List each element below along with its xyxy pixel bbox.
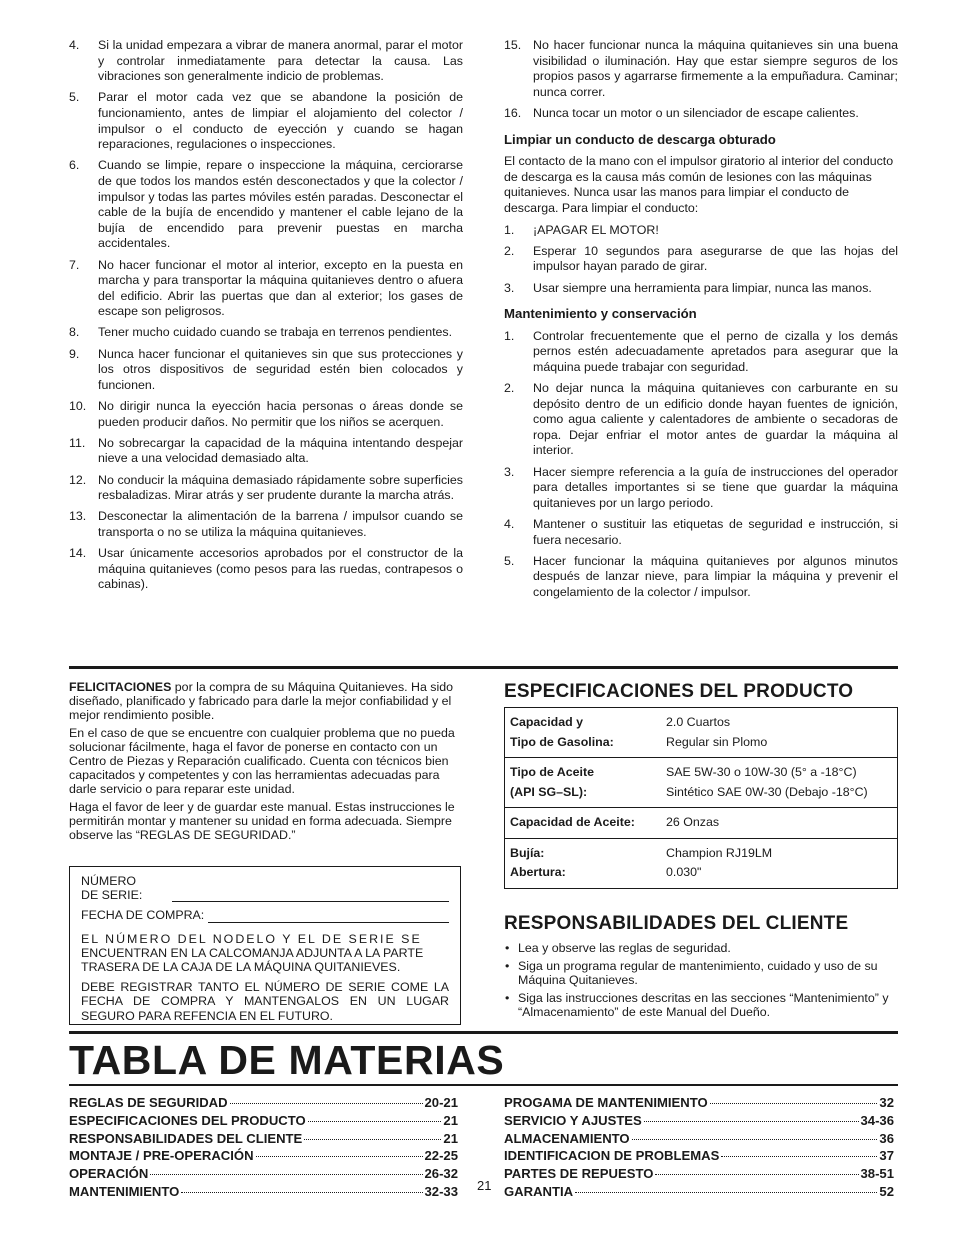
- intro-text: [69, 680, 463, 845]
- toc-entry: MONTAJE / PRE-OPERACIÓN 22-25: [69, 1148, 458, 1164]
- list-item: 3. Hacer siempre referencia a la guía de instrucciones del operador para detalles importantes si se tiene que guardar la máquina quitanieves por un largo periodo.: [504, 464, 898, 510]
- list-item: 2. No dejar nunca la máquina quitanieves con carburante en su depósito dentro de un edificio donde hayan fuentes de ignición, como agua caliente y calentadores de ambiente o secadoras de ropa. Dejar enfriar el motor antes de guardar la máquina al interior.: [504, 381, 898, 458]
- specifications-title: ESPECIFICACIONES DEL PRODUCTO: [504, 681, 854, 702]
- list-item: 5. Hacer funcionar la máquina quitanieves por algunos minutos después de lanzar nieve, para limpiar la máquina y prevenir el congelamiento de la colector / impulsor.: [504, 553, 898, 599]
- toc-entry: PROGAMA DE MANTENIMIENTO 32: [504, 1095, 894, 1110]
- toc-entry: REGLAS DE SEGURIDAD 20-21: [69, 1095, 458, 1110]
- bullet-icon: •: [505, 959, 510, 973]
- intro-paragraph-1: FELICITACIONES por la compra de su Máquina Quitanieves. Ha sido diseñado, planificado y fabricado para darle la mejor confiabilidad y el mejor rendimiento posible.: [69, 680, 454, 723]
- toc-entry: SERVICIO Y AJUSTES 34-36: [504, 1112, 894, 1128]
- serial-number-field: [81, 888, 449, 902]
- intro-paragraph-2: En el caso de que se encuentre con cualquier problema que no pueda solucionar fácilmente, haga el favor de ponerse en contacto con un Centro de Piezas y Reparación cualificado. Cuenta con técnicos bien capacitados y competentes y con las herramientas adecuadas para darle servicio o para reparar este unidad.: [69, 725, 455, 797]
- list-item: • Siga las instrucciones descritas en las secciones “Mantenimiento” y “Almacenamiento” de este Manual del Dueño.: [505, 991, 889, 1019]
- safety-rules-list-continued: [504, 38, 898, 122]
- list-item: • Lea y observe las reglas de seguridad.: [505, 941, 731, 955]
- serial-label-line-1: NÚMERO: [81, 874, 137, 888]
- toc-entry: MANTENIMIENTO 32-33: [69, 1183, 458, 1199]
- specifications-table: [504, 707, 898, 889]
- model-serial-note: EL NÚMERO DEL NODELO Y EL DE SERIE SE ENCUENTRAN EN LA CALCOMANJA ADJUNTA A LA PARTE TRASERA DE LA CAJA DE LA MÁQUINA QUITANIEVES.: [81, 931, 424, 975]
- list-item: 13. Desconectar la alimentación de la barrena / impulsor cuando se transporta o no se utiliza la máquina quitanieves.: [69, 509, 463, 539]
- list-item: 5. Parar el motor cada vez que se abandone la posición de funcionamiento, antes de limpiar el alojamiento del colector / impulsor o el conducto de eyección y cuando se hagan reparaciones, regulaciones o inspecciones.: [69, 90, 463, 152]
- list-item: 14. Usar únicamente accesorios aprobados por el constructor de la máquina quitanieves (como pesos para las ruedas, contrapesos o cabinas).: [69, 546, 463, 592]
- toc-right-column: [504, 1094, 894, 1201]
- toc-entry: OPERACIÓN 26-32: [69, 1166, 458, 1182]
- list-item: 4. Mantener o sustituir las etiquetas de seguridad e instrucción, si fuera necesario.: [504, 517, 898, 547]
- intro-paragraph-3: Haga el favor de leer y de guardar este manual. Estas instrucciones le permitirán montar y mantener su unidad en forma adecuada. Siempre observe las “REGLAS DE SEGURIDAD.”: [69, 799, 455, 843]
- safety-rules-list: [69, 38, 463, 593]
- list-item: 4. Si la unidad empezara a vibrar de manera anormal, parar el motor y controlar inmediatamente para detectar la causa. Las vibraciones son generalmente indicio de problemas.: [69, 38, 463, 84]
- toc-entry: IDENTIFICACION DE PROBLEMAS 37: [504, 1148, 894, 1164]
- list-item: 1. Controlar frecuentemente que el perno de cizalla y los demás pernos estén adecuadamente apretados para asegurar que la máquina puede trabajar con seguridad.: [504, 328, 898, 374]
- clogged-chute-steps: [504, 223, 898, 297]
- list-item: 10. No dirigir nunca la eyección hacia personas o áreas donde se pueden producir daños. No permitir que los niños se acerquen.: [69, 399, 463, 429]
- toc-divider: [69, 1084, 898, 1086]
- purchase-date-field: [81, 908, 449, 922]
- registration-box: [69, 866, 461, 1025]
- purchase-date-blank: [208, 911, 449, 923]
- list-item: 15. No hacer funcionar nunca la máquina quitanieves sin una buena visibilidad o iluminación. Hay que estar siempre seguros de los propios pasos y agarrarse firmemente a la empuñadura. Caminar; nunca correr.: [504, 38, 898, 99]
- list-item: 9. Nunca hacer funcionar el quitanieves sin que sus protecciones y los otros dispositivos de seguridad estén bien colocados y funcionen.: [69, 346, 463, 392]
- toc-left-column: [69, 1094, 458, 1201]
- list-item: • Siga un programa regular de mantenimiento, cuidado y uso de su Máquina Quitanieves.: [505, 959, 878, 987]
- serial-number-blank: [172, 890, 449, 902]
- toc-entry: PARTES DE REPUESTO 38-51: [504, 1166, 894, 1182]
- list-item: 12. No conducir la máquina demasiado rápidamente sobre superficies resbaladizas. Mirar atrás y ser prudente durante la marcha atrás.: [69, 472, 463, 503]
- responsibilities-title: RESPONSABILIDADES DEL CLIENTE: [504, 913, 849, 934]
- page-number: 21: [477, 1178, 492, 1193]
- toc-entry: ALMACENAMIENTO 36: [504, 1130, 894, 1146]
- maintenance-heading: Mantenimiento y conservación: [504, 306, 697, 322]
- list-item: 6. Cuando se limpie, repare o inspeccione la máquina, cerciorarse de que todos los mandos estén desconectados y que la colector / impulsor y todas las partes móviles estén paradas. Desconectar el cable de la bujía de encendido y mantener el cable lejano de la bujía de encendido para prevenir puestas en marcha accidentales.: [69, 158, 463, 251]
- table-row: Bujía: Abertura: Champion RJ19LM 0.030": [510, 845, 773, 879]
- section-divider: [69, 1031, 898, 1034]
- serial-label-line-2: DE SERIE:: [81, 888, 143, 903]
- list-item: 3. Usar siempre una herramienta para limpiar, nunca las manos.: [504, 280, 872, 295]
- clogged-chute-heading: Limpiar un conducto de descarga obturado: [504, 131, 776, 147]
- section-divider: [69, 666, 898, 669]
- bullet-icon: •: [505, 991, 510, 1005]
- list-item: 16. Nunca tocar un motor o un silenciador de escape calientes.: [504, 105, 859, 120]
- register-note: DEBE REGISTRAR TANTO EL NÚMERO DE SERIE COME LA FECHA DE COMPRA Y MANTENGALOS EN UN LUGAR SEGURO PARA REFENCIA EN EL FUTURO.: [81, 980, 449, 1023]
- list-item: 2. Esperar 10 segundos para asegurarse de que las hojas del impulsor hayan parado de girar.: [504, 243, 898, 274]
- safety-rules-right-column: [504, 38, 898, 606]
- toc-title: TABLA DE MATERIAS: [69, 1037, 505, 1083]
- purchase-date-label: FECHA DE COMPRA:: [81, 908, 205, 923]
- table-row: Capacidad de Aceite: 26 Onzas: [505, 808, 897, 839]
- table-row: Capacidad y Tipo de Gasolina: 2.0 Cuartos Regular sin Plomo: [505, 708, 897, 758]
- list-item: 8. Tener mucho cuidado cuando se trabaja en terrenos pendientes.: [69, 325, 453, 340]
- responsibilities-list: [504, 941, 898, 1023]
- clogged-chute-intro: El contacto de la mano con el impulsor giratorio al interior del conducto de descarga es la causa más común de lesiones con las máquinas quitanieves. Nunca usar las manos para limpiar el conducto de descarga. Para limpiar el conducto:: [504, 154, 894, 215]
- maintenance-steps: [504, 329, 898, 601]
- list-item: 11. No sobrecargar la capacidad de la máquina intentando despejar nieve a una velocidad demasiado alta.: [69, 435, 463, 466]
- bullet-icon: •: [505, 941, 510, 955]
- toc-entry: GARANTIA 52: [504, 1183, 894, 1199]
- safety-rules-left-column: [69, 38, 463, 599]
- list-item: 1. ¡APAGAR EL MOTOR!: [504, 222, 659, 237]
- table-row: Tipo de Aceite (API SG–SL): SAE 5W-30 o 10W-30 (5° a -18°C) Sintético SAE 0W-30 (Debajo -18°C): [505, 758, 897, 808]
- toc-entry: RESPONSABILIDADES DEL CLIENTE 21: [69, 1130, 458, 1146]
- list-item: 7. No hacer funcionar el motor al interior, excepto en la puesta en marcha y para transportar la máquina quitanieves dentro o afuera del edificio. Abrir las puertas que dan al exterior; los gases de escape son peligrosos.: [69, 257, 463, 319]
- toc-entry: ESPECIFICACIONES DEL PRODUCTO 21: [69, 1112, 458, 1128]
